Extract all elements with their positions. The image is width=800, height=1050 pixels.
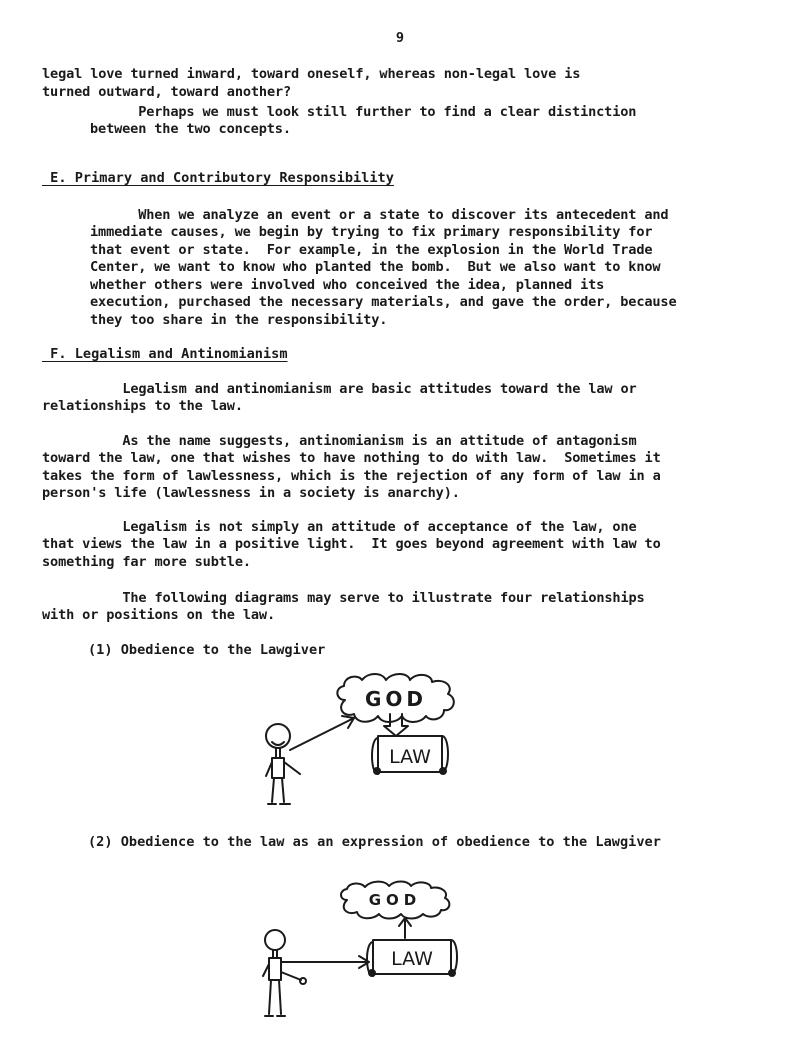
intro-line-2: turned outward, toward another? [42,84,292,100]
section-f-p2-line-3: takes the form of lawlessness, which is the rejection of any form of law in a [42,468,661,484]
arrow-to-god-icon [290,718,354,750]
section-f-p4-line-2: with or positions on the law. [42,607,275,623]
section-f-p1-line-2: relationships to the law. [42,398,243,414]
section-e-line-1: When we analyze an event or a state to discover its antecedent and [90,207,669,223]
section-f-p3-line-1: Legalism is not simply an attitude of acceptance of the law, one [42,519,637,535]
page-number: 9 [395,30,405,46]
intro-line-1: legal love turned inward, toward oneself, whereas non-legal love is [42,66,581,82]
section-e-line-4: Center, we want to know who planted the bomb. But we also want to know [90,259,661,275]
diagram-1-cloud-text: GOD [364,687,428,711]
section-e-line-2: immediate causes, we begin by trying to fix primary responsibility for [90,224,653,240]
arrow-down-icon [384,714,408,736]
intro-line-3: Perhaps we must look still further to find a clear distinction [90,104,637,120]
intro-line-4: between the two concepts. [90,121,291,137]
arrow-up-icon [399,918,411,938]
diagram-2 [255,880,495,1025]
diagram-1 [250,670,510,820]
diagram-2-cloud-text: GOD [368,891,422,909]
section-e-heading: E. Primary and Contributory Responsibility [42,170,394,186]
section-f-p3-line-2: that views the law in a positive light. It goes beyond agreement with law to [42,536,661,552]
diagram-2-scroll-text: LAW [391,948,433,970]
diagram-1-label: (1) Obedience to the Lawgiver [88,642,326,658]
section-e-line-5: whether others were involved who conceived the idea, planned its [90,277,605,293]
diagram-1-scroll-text: LAW [389,746,431,768]
section-f-p2-line-1: As the name suggests, antinomianism is an attitude of antagonism [42,433,637,449]
section-e-line-6: execution, purchased the necessary materials, and gave the order, because [90,294,677,310]
person-icon [266,724,300,804]
section-f-p2-line-4: person's life (lawlessness in a society is anarchy). [42,485,460,501]
section-e-line-7: they too share in the responsibility. [90,312,388,328]
section-f-p4-line-1: The following diagrams may serve to illustrate four relationships [42,590,645,606]
section-f-p3-line-3: something far more subtle. [42,554,251,570]
section-f-p2-line-2: toward the law, one that wishes to have nothing to do with law. Sometimes it [42,450,661,466]
section-f-p1-line-1: Legalism and antinomianism are basic attitudes toward the law or [42,381,637,397]
diagram-2-label: (2) Obedience to the law as an expression of obedience to the Lawgiver [88,834,661,850]
section-f-heading: F. Legalism and Antinomianism [42,346,288,362]
person-icon [263,930,306,1016]
section-e-line-3: that event or state. For example, in the explosion in the World Trade [90,242,653,258]
